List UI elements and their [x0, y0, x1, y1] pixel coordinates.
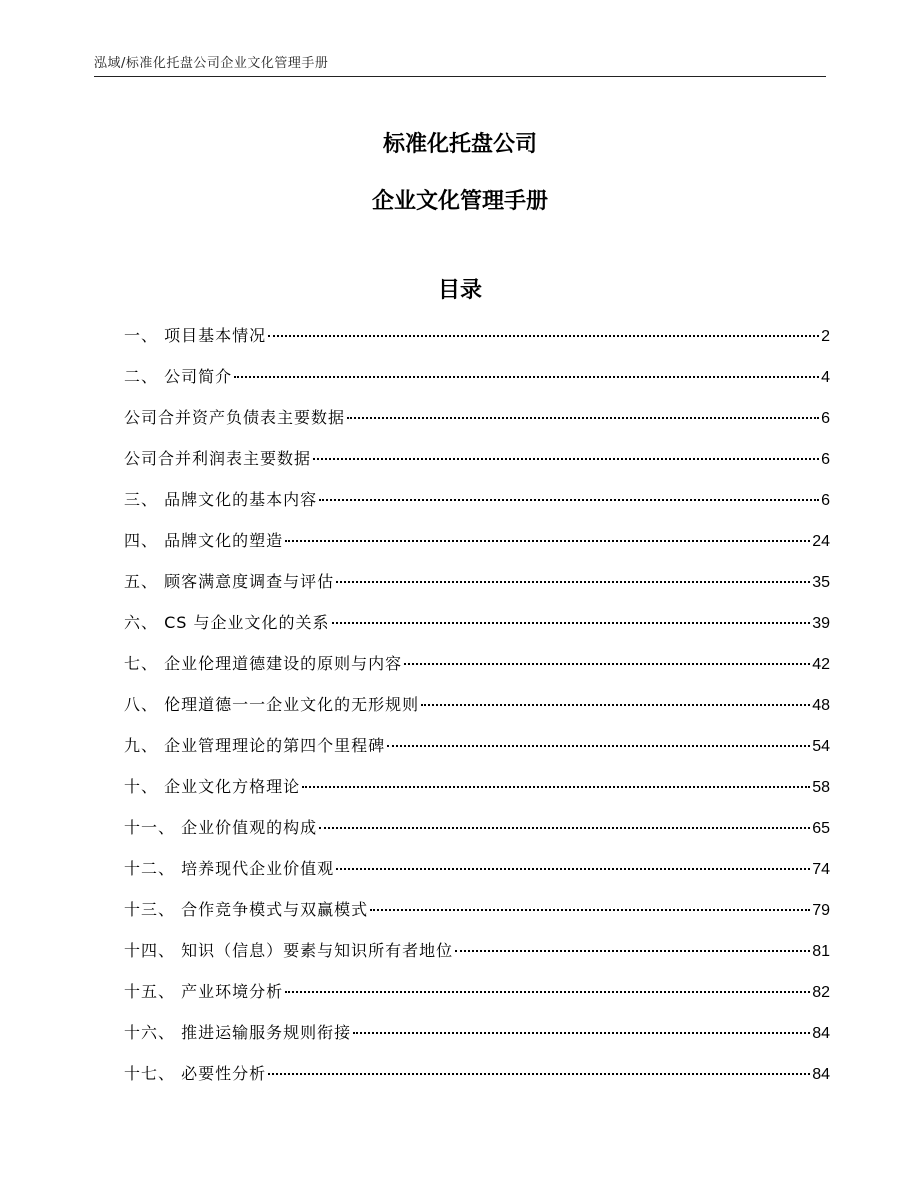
- toc-entry-page: 84: [812, 1066, 830, 1083]
- toc-leader-dots: [336, 868, 810, 870]
- toc-entry-page: 6: [821, 410, 830, 427]
- toc-leader-dots: [302, 786, 810, 788]
- toc-entry-page: 58: [812, 779, 830, 796]
- toc-leader-dots: [268, 335, 819, 337]
- toc-leader-dots: [285, 991, 810, 993]
- toc-entry-label: 二、 公司简介: [124, 367, 233, 386]
- toc-entry[interactable]: [124, 693, 830, 734]
- toc-leader-dots: [353, 1032, 810, 1034]
- toc-entry-page: 24: [812, 533, 830, 550]
- toc-leader-dots: [421, 704, 810, 706]
- toc-heading: 目录: [437, 278, 482, 303]
- toc-entry[interactable]: [124, 775, 830, 816]
- document-title-line2: 企业文化管理手册: [371, 189, 548, 214]
- toc-leader-dots: [234, 376, 819, 378]
- toc-entry-label: 十二、 培养现代企业价值观: [124, 859, 335, 878]
- toc-entry-page: 2: [821, 328, 830, 345]
- toc-entry[interactable]: [124, 611, 830, 652]
- toc-entry-page: 39: [812, 615, 830, 632]
- header-divider: [94, 76, 826, 77]
- toc-entry-page: 42: [812, 656, 830, 673]
- toc-entry-page: 4: [821, 369, 830, 386]
- toc-entry-page: 6: [821, 492, 830, 509]
- toc-entry-label: 十、 企业文化方格理论: [124, 777, 301, 796]
- toc-entry-page: 48: [812, 697, 830, 714]
- toc-entry-label: 四、 品牌文化的塑造: [124, 531, 284, 550]
- toc-entry-label: 十三、 合作竞争模式与双赢模式: [124, 900, 369, 919]
- toc-entry-label: 十一、 企业价值观的构成: [124, 818, 318, 837]
- toc-entry[interactable]: [124, 652, 830, 693]
- toc-leader-dots: [455, 950, 810, 952]
- toc-leader-dots: [387, 745, 810, 747]
- toc-entry-page: 81: [812, 943, 830, 960]
- toc-entry-page: 54: [812, 738, 830, 755]
- toc-leader-dots: [370, 909, 810, 911]
- toc-entry-label: 公司合并资产负债表主要数据: [124, 408, 346, 427]
- toc-entry-page: 6: [821, 451, 830, 468]
- toc-leader-dots: [404, 663, 810, 665]
- toc-entry[interactable]: [124, 365, 830, 406]
- toc-leader-dots: [319, 827, 810, 829]
- toc-leader-dots: [347, 417, 819, 419]
- toc-entry-label: 一、 项目基本情况: [124, 326, 267, 345]
- toc-entry-page: 35: [812, 574, 830, 591]
- toc-leader-dots: [332, 622, 811, 624]
- toc-leader-dots: [268, 1073, 810, 1075]
- toc-entry-label: 十五、 产业环境分析: [124, 982, 284, 1001]
- toc-entry-page: 79: [812, 902, 830, 919]
- toc-entry-label: 三、 品牌文化的基本内容: [124, 490, 318, 509]
- toc-entry[interactable]: [124, 529, 830, 570]
- toc-entry-label: 五、 顾客满意度调查与评估: [124, 572, 335, 591]
- running-header: 泓域/标准化托盘公司企业文化管理手册: [94, 56, 329, 71]
- toc-entry[interactable]: [124, 488, 830, 529]
- toc-entry-label: 十四、 知识（信息）要素与知识所有者地位: [124, 941, 454, 960]
- toc-entry[interactable]: [124, 324, 830, 365]
- toc-entry-label: 九、 企业管理理论的第四个里程碑: [124, 736, 386, 755]
- toc-entry-label: 十六、 推进运输服务规则衔接: [124, 1023, 352, 1042]
- toc-leader-dots: [336, 581, 810, 583]
- toc-entry[interactable]: [124, 939, 830, 980]
- toc-entry[interactable]: [124, 734, 830, 775]
- toc-entry[interactable]: [124, 816, 830, 857]
- toc-entry[interactable]: [124, 1062, 830, 1103]
- toc-leader-dots: [285, 540, 810, 542]
- toc-entry[interactable]: [124, 1021, 830, 1062]
- document-title-line1: 标准化托盘公司: [382, 132, 537, 157]
- toc-entry[interactable]: [124, 857, 830, 898]
- toc-entry-page: 74: [812, 861, 830, 878]
- toc-entry[interactable]: [124, 406, 830, 447]
- toc-entry[interactable]: [124, 447, 830, 488]
- toc-entry[interactable]: [124, 980, 830, 1021]
- toc-entry-page: 82: [812, 984, 830, 1001]
- toc-leader-dots: [313, 458, 819, 460]
- toc-leader-dots: [319, 499, 819, 501]
- toc-entry-page: 65: [812, 820, 830, 837]
- toc-entry[interactable]: [124, 898, 830, 939]
- toc-entry-label: 六、 CS 与企业文化的关系: [124, 613, 330, 632]
- toc-entry-label: 公司合并利润表主要数据: [124, 449, 312, 468]
- toc-entry-label: 七、 企业伦理道德建设的原则与内容: [124, 654, 403, 673]
- toc-entry-label: 八、 伦理道德一一企业文化的无形规则: [124, 695, 420, 714]
- toc-entry[interactable]: [124, 570, 830, 611]
- toc-entry-page: 84: [812, 1025, 830, 1042]
- table-of-contents: [124, 324, 830, 1103]
- toc-entry-label: 十七、 必要性分析: [124, 1064, 267, 1083]
